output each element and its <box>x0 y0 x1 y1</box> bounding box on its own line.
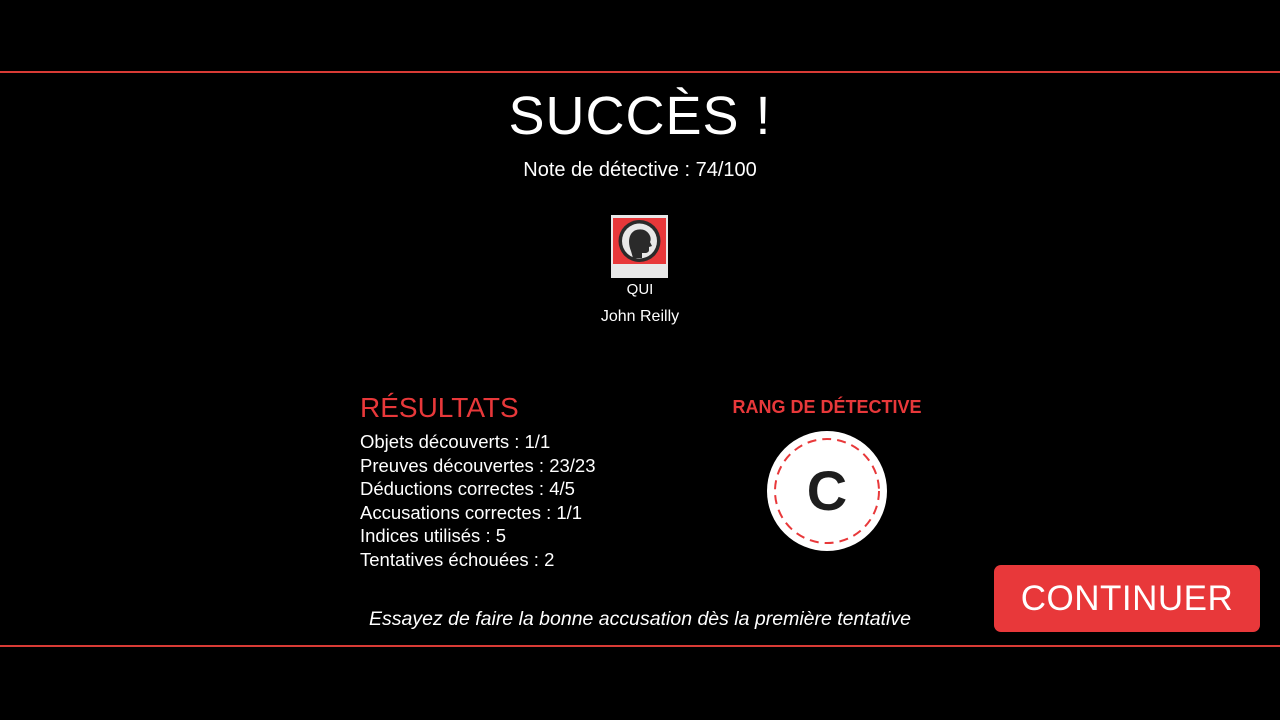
result-evidence: Preuves découvertes : 23/23 <box>360 454 596 476</box>
results-list <box>360 430 596 572</box>
result-accusations: Accusations correctes : 1/1 <box>360 501 583 523</box>
suspect-head-silhouette-icon <box>613 218 666 264</box>
results-heading: RÉSULTATS <box>360 392 519 423</box>
suspect-portrait-frame <box>613 218 666 264</box>
result-deductions: Déductions correctes : 4/5 <box>360 478 575 500</box>
rank-grade: C <box>806 459 848 522</box>
suspect-category-label: QUI <box>626 281 654 298</box>
hint-text: Essayez de faire la bonne accusation dès la première tentative <box>369 608 911 630</box>
continue-button[interactable]: CONTINUER <box>994 565 1260 632</box>
rank-heading: RANG DE DÉTECTIVE <box>732 397 922 417</box>
result-failed-attempts: Tentatives échouées : 2 <box>360 548 555 570</box>
page-title: SUCCÈS ! <box>508 86 772 146</box>
top-divider <box>0 71 1280 73</box>
result-hints-used: Indices utilisés : 5 <box>360 525 507 547</box>
suspect-name: John Reilly <box>600 308 680 325</box>
bottom-divider <box>0 645 1280 647</box>
detective-score: Note de détective : 74/100 <box>523 159 757 181</box>
result-objects: Objets découverts : 1/1 <box>360 431 551 452</box>
suspect-portrait <box>611 215 668 278</box>
